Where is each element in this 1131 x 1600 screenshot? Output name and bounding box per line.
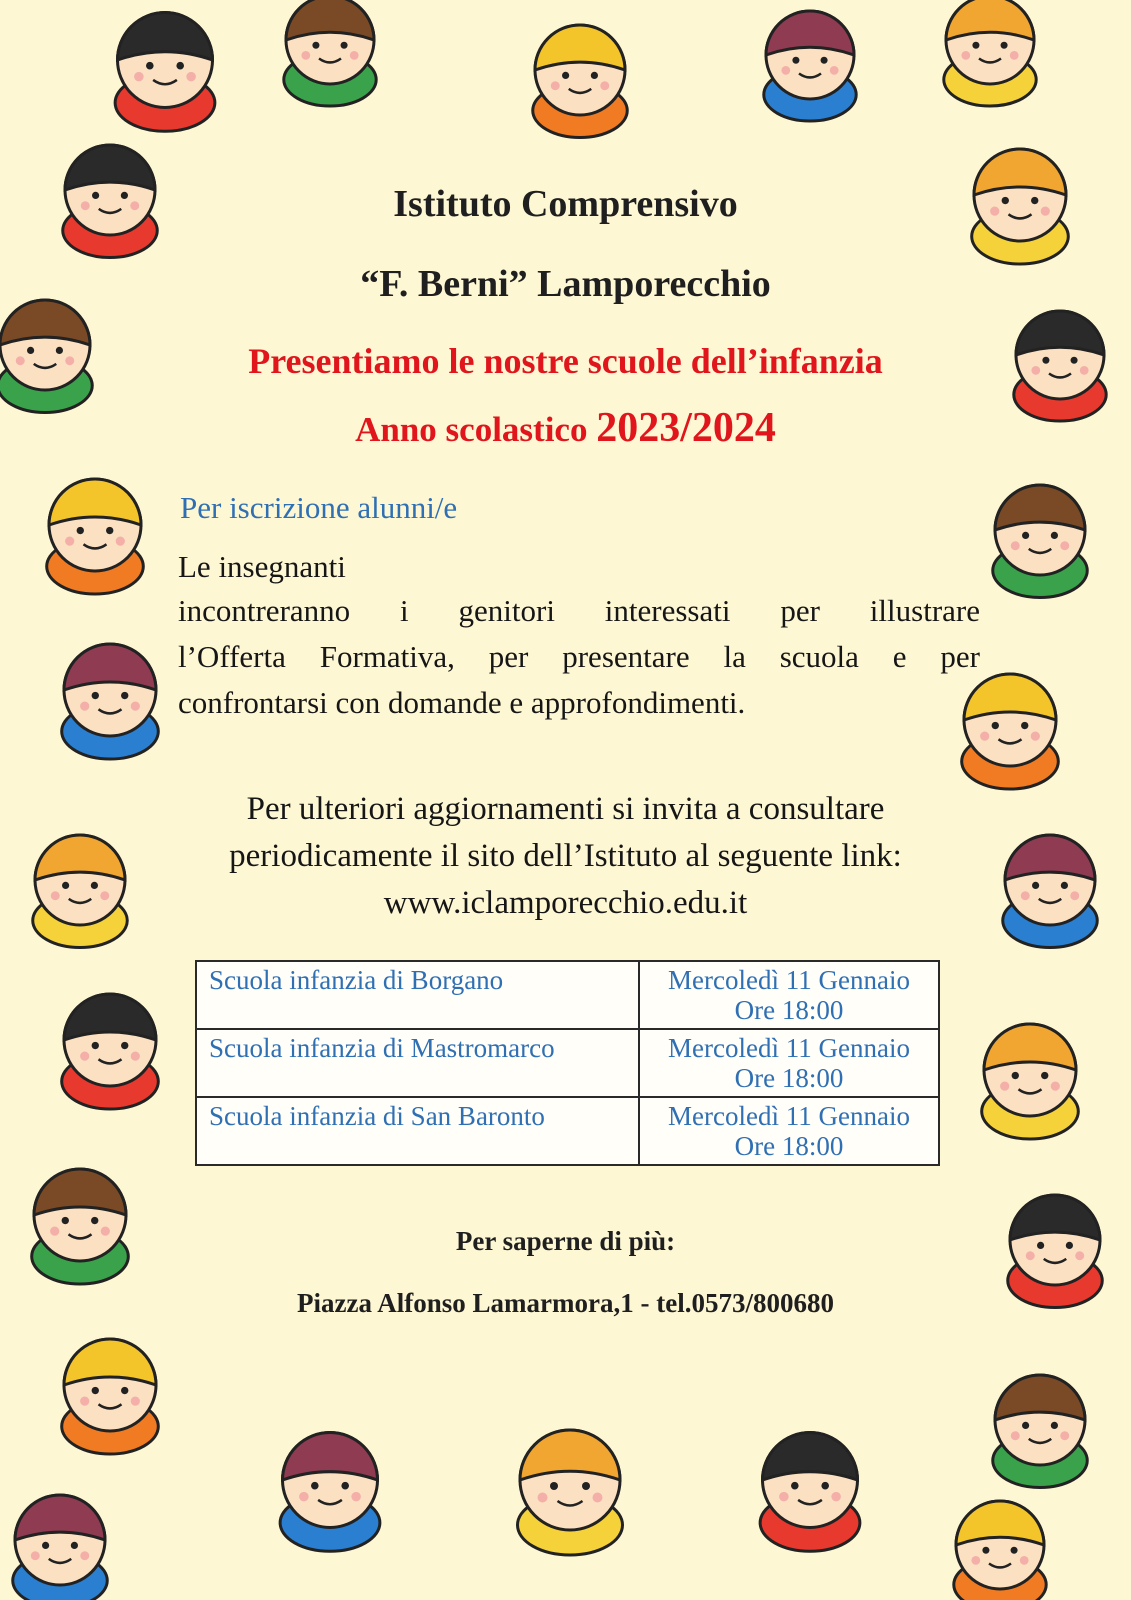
child-figure [62,994,159,1109]
child-figure [993,1375,1088,1488]
child-figure [13,1495,108,1600]
school-cell: Scuola infanzia di Mastromarco [196,1029,639,1097]
school-cell: Scuola infanzia di Borgano [196,961,639,1029]
meeting-date: Mercoledì 11 Gennaio [668,1101,910,1131]
intro-para-line-1: incontreranno i genitori interessati per illustrare [178,593,980,628]
school-year-label: Anno scolastico [355,410,588,449]
school-year-line [0,404,1131,452]
child-figure [1003,835,1098,948]
open-day-schedule-table [195,960,940,1166]
enrollment-note: Per iscrizione alunni/e [180,490,458,525]
child-figure [33,835,128,948]
table-row [196,1097,939,1165]
child-figure [280,1433,380,1552]
updates-line-2: periodicamente il sito dell’Istituto al seguente link: [229,838,902,874]
meeting-time: Ore 18:00 [734,1063,844,1093]
table-row [196,1029,939,1097]
child-figure [944,0,1036,106]
child-figure [982,1024,1079,1139]
meeting-time: Ore 18:00 [734,995,844,1025]
date-time-cell [639,1097,939,1165]
intro-para-line-2: l’Offerta Formativa, per presentare la scuola e per [178,639,980,674]
child-figure [764,11,856,121]
child-figure [62,1339,159,1454]
school-year-value: 2023/2024 [596,405,776,451]
child-figure [533,25,628,138]
date-time-cell [639,1029,939,1097]
presentation-headline: Presentiamo le nostre scuole dell’infanzia [248,341,883,381]
child-figure [760,1433,860,1552]
child-figure [518,1430,623,1555]
school-name: “F. Berni” Lamporecchio [360,263,771,305]
updates-line-1: Per ulteriori aggiornamenti si invita a consultare [246,791,885,827]
meeting-date: Mercoledì 11 Gennaio [668,1033,910,1063]
teachers-line: Le insegnanti [178,549,346,584]
website-link[interactable]: www.iclamporecchio.edu.it [383,885,748,921]
meeting-date: Mercoledì 11 Gennaio [668,965,910,995]
intro-para-line-3: confrontarsi con domande e approfondimenti. [178,685,746,720]
meeting-time: Ore 18:00 [734,1131,844,1161]
child-figure [115,13,215,132]
child-figure [284,0,376,106]
more-info-heading: Per saperne di più: [455,1226,676,1256]
child-figure [954,1501,1046,1600]
institute-name: Istituto Comprensivo [393,183,738,225]
date-time-cell [639,961,939,1029]
school-cell: Scuola infanzia di San Baronto [196,1097,639,1165]
table-row [196,961,939,1029]
child-figure [993,485,1088,598]
child-figure [62,644,159,759]
contact-address: Piazza Alfonso Lamarmora,1 - tel.0573/800680 [297,1288,834,1318]
child-figure [47,479,144,594]
